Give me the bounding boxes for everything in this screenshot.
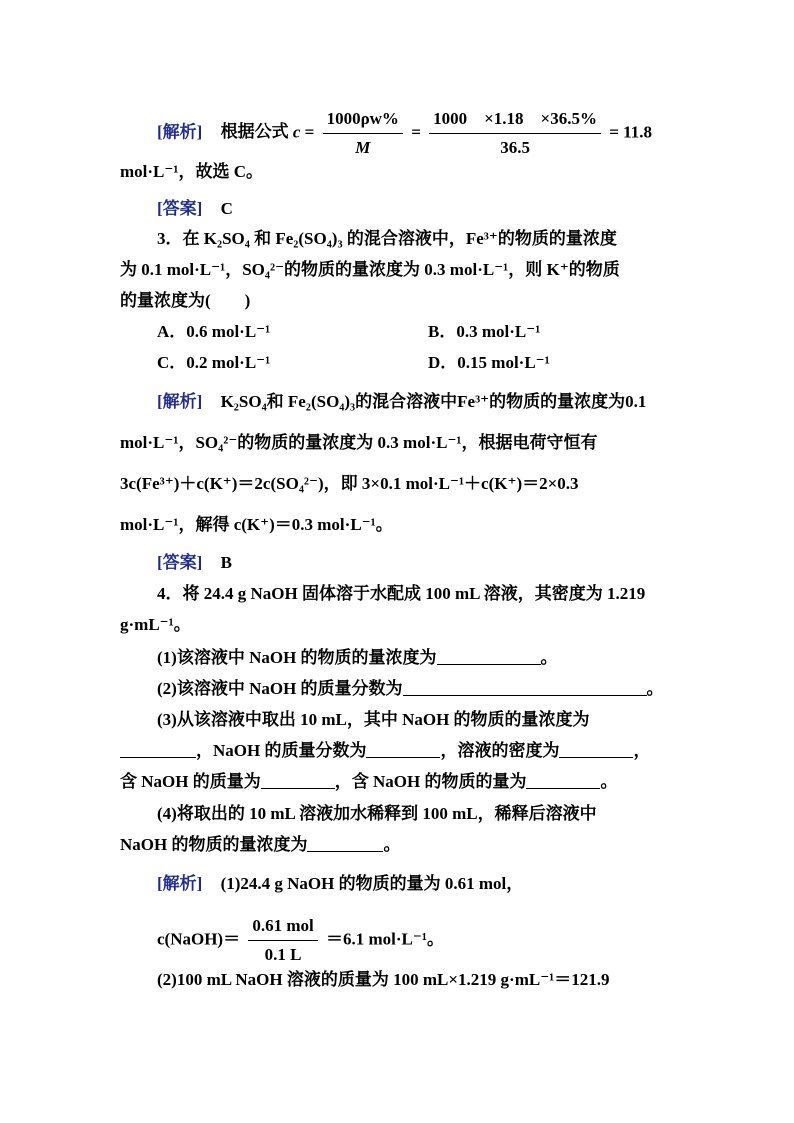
calc-rhs: ＝6.1 mol·L⁻¹。 — [325, 929, 444, 949]
sub3-text: ，含 NaOH 的物质的量为 — [334, 772, 527, 791]
sub4-text: NaOH 的物质的量浓度为 — [120, 835, 308, 854]
sub1-text: (1)该溶液中 NaOH 的物质的量浓度为 — [157, 648, 437, 667]
option-a: A．0.6 mol·L⁻¹ — [157, 322, 271, 341]
q4-analysis-line2: (2)100 mL NaOH 溶液的质量为 100 mL×1.219 g·mL⁻¹＝121.9 — [157, 970, 610, 989]
sub3-text: ，溶液的密度为 — [440, 741, 560, 760]
sub3-text: 含 NaOH 的质量为 — [120, 772, 261, 791]
q4-sub3-line3 — [120, 771, 617, 793]
answer-value: B — [220, 553, 232, 572]
sub2-text: (2)该溶液中 NaOH 的质量分数为 — [157, 679, 403, 698]
analysis-tag: [解析] — [157, 874, 203, 893]
q3-stem-line2: 为 0.1 mol·L⁻¹，SO₄²⁻的物质的量浓度为 0.3 mol·L⁻¹，则 K⁺的物质 — [120, 260, 620, 279]
equals: = — [304, 122, 315, 142]
answer-value: C — [220, 199, 233, 218]
analysis-text: (1)24.4 g NaOH 的物质的量为 0.61 mol， — [220, 874, 524, 893]
result-value: = 11.8 — [609, 122, 652, 142]
answer-blank[interactable] — [437, 648, 541, 665]
fraction-numerator: 1000 ×1.18 ×36.5% — [429, 108, 601, 134]
analysis-text: K₂SO₄和 Fe₂(SO₄)₃的混合溶液中Fe³⁺的物质的量浓度为0.1 — [220, 392, 647, 411]
q4-calc-line — [157, 915, 444, 966]
formula-c: c — [292, 122, 301, 142]
q3-analysis-line2: mol·L⁻¹，SO₄²⁻的物质的量浓度为 0.3 mol·L⁻¹，根据电荷守恒有 — [120, 433, 598, 452]
analysis-tag: [解析] — [157, 392, 203, 411]
answer-blank[interactable] — [559, 741, 633, 758]
q4-sub3-line2 — [120, 740, 650, 762]
calc-lhs: c(NaOH)＝ — [157, 929, 241, 949]
answer-blank[interactable] — [366, 741, 440, 758]
fraction-numerator: 1000ρw% — [323, 108, 403, 134]
q4-sub1 — [157, 647, 558, 669]
period: 。 — [646, 679, 664, 698]
answer-blank[interactable] — [307, 835, 383, 852]
fraction-denominator: 36.5 — [500, 138, 530, 157]
q4-stem-line2: g·mL⁻¹。 — [120, 615, 191, 634]
answer-tag: [答案] — [157, 553, 203, 572]
q4-analysis-line1 — [157, 873, 523, 895]
calc-fraction — [248, 915, 317, 966]
equals: = — [411, 122, 421, 142]
fraction-values — [429, 108, 601, 159]
q4-sub2 — [157, 678, 664, 700]
option-c: C．0.2 mol·L⁻¹ — [157, 353, 271, 372]
option-d: D．0.15 mol·L⁻¹ — [428, 353, 550, 372]
period: 。 — [600, 772, 618, 791]
period: 。 — [540, 648, 558, 667]
comma: ， — [633, 741, 651, 760]
q3-answer-line — [157, 552, 232, 574]
q2-answer-line — [157, 198, 233, 220]
q4-sub4-line1: (4)将取出的 10 mL 溶液加水稀释到 100 mL，稀释后溶液中 — [157, 804, 597, 823]
answer-tag: [答案] — [157, 199, 203, 218]
answer-blank[interactable] — [526, 772, 600, 789]
option-b: B．0.3 mol·L⁻¹ — [428, 322, 541, 341]
sub3-text: ，NaOH 的质量分数为 — [196, 741, 367, 760]
q2-analysis-line2: mol·L⁻¹，故选 C。 — [120, 162, 263, 181]
analysis-tag: [解析] — [157, 122, 203, 142]
q3-stem-line3: 的量浓度为( ) — [120, 291, 251, 310]
q4-sub4-line2 — [120, 834, 400, 856]
fraction-numerator: 0.61 mol — [248, 915, 317, 941]
q3-analysis-line4: mol·L⁻¹，解得 c(K⁺)＝0.3 mol·L⁻¹。 — [120, 515, 393, 534]
answer-blank[interactable] — [120, 741, 196, 758]
q4-stem-line1: 4．将 24.4 g NaOH 固体溶于水配成 100 mL 溶液，其密度为 1.219 — [157, 584, 646, 603]
formula-prefix: 根据公式 — [220, 122, 289, 142]
q3-stem-line1: 3．在 K₂SO₄ 和 Fe₂(SO₄)₃ 的混合溶液中，Fe³⁺的物质的量浓度 — [157, 229, 617, 248]
fraction-denominator: 0.1 L — [264, 945, 302, 964]
answer-blank[interactable] — [261, 772, 335, 789]
answer-blank[interactable] — [403, 679, 647, 696]
q3-analysis-line1 — [157, 391, 646, 413]
fraction-formula — [323, 108, 403, 159]
period: 。 — [383, 835, 401, 854]
fraction-denominator: M — [355, 138, 371, 157]
q2-analysis-line — [157, 108, 652, 159]
q4-sub3-line1: (3)从该溶液中取出 10 mL，其中 NaOH 的物质的量浓度为 — [157, 710, 590, 729]
q3-analysis-line3: 3c(Fe³⁺)＋c(K⁺)＝2c(SO₄²⁻)，即 3×0.1 mol·L⁻¹＋c(K⁺)＝2×0.3 — [120, 474, 579, 493]
